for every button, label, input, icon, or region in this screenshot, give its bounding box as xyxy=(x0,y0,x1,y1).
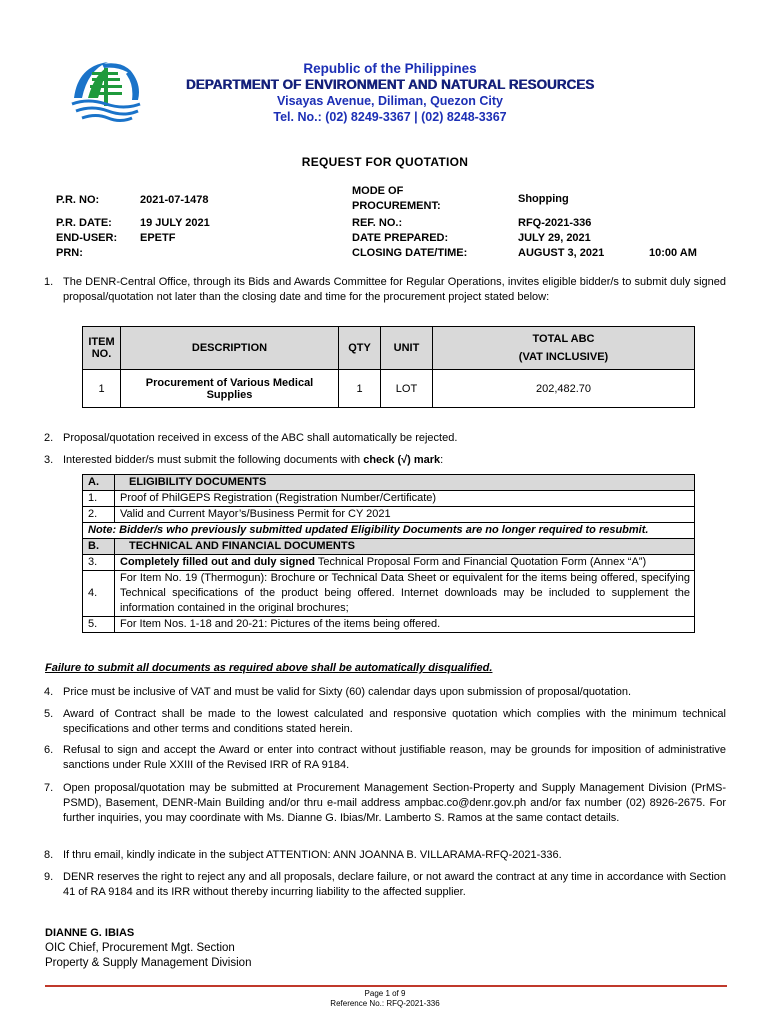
header-republic: Republic of the Philippines xyxy=(303,61,477,76)
paragraph-2 xyxy=(44,431,726,446)
col-total-abc-line2: (VAT INCLUSIVE) xyxy=(518,351,609,363)
pr-no-value: 2021-07-1478 xyxy=(140,194,209,206)
failure-notice: Failure to submit all documents as required above shall be automatically disqualified. xyxy=(45,662,493,674)
end-user-label: END-USER: xyxy=(56,232,118,244)
paragraph-text-c: : xyxy=(440,454,444,466)
doc-text-bold: Completely filled out and duly signed xyxy=(120,556,315,568)
section-a-title: ELIGIBILITY DOCUMENTS xyxy=(115,475,695,491)
mode-value: Shopping xyxy=(518,193,569,205)
signatory-name: DIANNE G. IBIAS xyxy=(45,927,135,939)
paragraph-5 xyxy=(44,707,726,737)
mode-label-line1: MODE OF xyxy=(352,185,404,197)
paragraph-number: 5. xyxy=(44,708,54,720)
header-telephone: Tel. No.: (02) 8249-3367 | (02) 8248-3367 xyxy=(273,110,507,124)
table-row xyxy=(83,617,695,633)
paragraph-text: DENR reserves the right to reject any and all proposals, declare failure, or not award the contract at any time in accordance with Section 41 of RA 9184 and its IRR without thereby incurring liability to the affected supplier. xyxy=(63,871,726,898)
ref-value: RFQ-2021-336 xyxy=(518,217,592,229)
paragraph-4 xyxy=(44,685,726,700)
table-row xyxy=(83,491,695,507)
agency-header xyxy=(160,61,620,125)
documents-table xyxy=(82,474,695,633)
footer-reference: Reference No.: RFQ-2021-336 xyxy=(330,999,440,1008)
doc-number: 1. xyxy=(83,491,115,507)
doc-number: 5. xyxy=(83,617,115,633)
col-item-no: ITEM NO. xyxy=(83,327,121,370)
paragraph-7 xyxy=(44,781,726,826)
signatory-position: OIC Chief, Procurement Mgt. Section xyxy=(45,942,235,954)
paragraph-text: If thru email, kindly indicate in the subject ATTENTION: ANN JOANNA B. VILLARAMA-RFQ-2021-336. xyxy=(63,849,562,861)
col-description: DESCRIPTION xyxy=(121,327,339,370)
paragraph-text: The DENR-Central Office, through its Bids and Awards Committee for Regular Operations, invites eligible bidder/s to submit duly signed proposal/quotation not later than the closing date and time for the procurement project stated below: xyxy=(63,276,726,303)
check-mark-text: check (√) mark xyxy=(363,454,441,466)
paragraph-number: 7. xyxy=(44,782,54,794)
col-total-abc-line1: TOTAL ABC xyxy=(532,333,595,345)
doc-text: For Item No. 19 (Thermogun): Brochure or Technical Data Sheet or equivalent for the items being offered, specifying Technical specifications of the product being offered. Internet downloads may be included to supplement the information contained in the original brochures; xyxy=(115,571,695,617)
col-unit: UNIT xyxy=(381,327,433,370)
date-prepared-label: DATE PREPARED: xyxy=(352,232,449,244)
footer-page-number: Page 1 of 9 xyxy=(364,989,406,998)
section-a-row xyxy=(83,475,695,491)
doc-text: For Item Nos. 1-18 and 20-21: Pictures of the items being offered. xyxy=(115,617,695,633)
denr-logo xyxy=(68,58,144,124)
table-row xyxy=(83,571,695,617)
paragraph-number: 2. xyxy=(44,432,54,444)
paragraph-number: 9. xyxy=(44,871,54,883)
paragraph-8 xyxy=(44,848,726,863)
note-row xyxy=(83,523,695,539)
document-title: REQUEST FOR QUOTATION xyxy=(301,155,469,169)
section-b-label: B. xyxy=(83,539,115,555)
doc-text: Valid and Current Mayor’s/Business Permit for CY 2021 xyxy=(115,507,695,523)
paragraph-6 xyxy=(44,743,726,773)
doc-number: 2. xyxy=(83,507,115,523)
paragraph-text: Price must be inclusive of VAT and must be valid for Sixty (60) calendar days upon submission of proposal/quotation. xyxy=(63,686,632,698)
mode-label-line2: PROCUREMENT: xyxy=(352,200,441,212)
paragraph-3 xyxy=(44,453,726,468)
ref-label: REF. NO.: xyxy=(352,217,403,229)
paragraph-number: 6. xyxy=(44,744,54,756)
table-row xyxy=(83,507,695,523)
table-row xyxy=(83,555,695,571)
cell-qty: 1 xyxy=(339,370,381,408)
doc-text-rest: Technical Proposal Form and Financial Quotation Form (Annex “A”) xyxy=(314,556,647,568)
cell-unit: LOT xyxy=(381,370,433,408)
doc-number: 3. xyxy=(83,555,115,571)
pr-date-label: P.R. DATE: xyxy=(56,217,112,229)
section-b-row xyxy=(83,539,695,555)
prn-label: PRN: xyxy=(56,247,83,259)
col-qty: QTY xyxy=(339,327,381,370)
closing-date-value: AUGUST 3, 2021 xyxy=(518,247,605,259)
pr-no-label: P.R. NO: xyxy=(56,194,100,206)
paragraph-number: 4. xyxy=(44,686,54,698)
pr-date-value: 19 JULY 2021 xyxy=(140,217,210,229)
signatory-division: Property & Supply Management Division xyxy=(45,957,252,969)
paragraph-number: 1. xyxy=(44,276,54,288)
table-row xyxy=(83,370,695,408)
header-department: DEPARTMENT OF ENVIRONMENT AND NATURAL RESOURCES xyxy=(185,77,595,92)
end-user-value: EPETF xyxy=(140,232,176,244)
date-prepared-value: JULY 29, 2021 xyxy=(518,232,591,244)
closing-label: CLOSING DATE/TIME: xyxy=(352,247,468,259)
cell-description: Procurement of Various Medical Supplies xyxy=(121,370,339,408)
paragraph-text: Proposal/quotation received in excess of the ABC shall automatically be rejected. xyxy=(63,432,458,444)
paragraph-text: Refusal to sign and accept the Award or enter into contract without justifiable reason, may be grounds for imposition of administrative sanctions under Rule XXIII of the Revised IRR of RA 9184. xyxy=(63,744,726,771)
paragraph-text: Open proposal/quotation may be submitted at Procurement Management Section-Property and Supply Management Division (PrMS-PSMD), Basement, DENR-Main Building and/or thru e-mail address ampbac.co@denr.gov.ph and/or fax number (02) 8926-2675. For further inquiries, you may coordinate with Ms. Dianne G. Ibias/Mr. Lamberto S. Ramos at the same contact details. xyxy=(63,782,726,824)
paragraph-text xyxy=(44,453,726,468)
cell-item-no: 1 xyxy=(83,370,121,408)
footer-rule xyxy=(45,985,727,987)
paragraph-text: Award of Contract shall be made to the lowest calculated and responsive quotation which complies with the minimum technical specifications and other terms and conditions stated herein. xyxy=(63,708,726,735)
paragraph-9 xyxy=(44,870,726,900)
items-table xyxy=(82,326,695,408)
items-table-header xyxy=(83,327,695,370)
paragraph-number: 3. xyxy=(44,454,54,466)
section-b-title: TECHNICAL AND FINANCIAL DOCUMENTS xyxy=(115,539,695,555)
doc-text: Proof of PhilGEPS Registration (Registration Number/Certificate) xyxy=(115,491,695,507)
doc-text xyxy=(115,555,695,571)
doc-number: 4. xyxy=(83,571,115,617)
closing-time-value: 10:00 AM xyxy=(649,247,697,259)
header-address: Visayas Avenue, Diliman, Quezon City xyxy=(276,94,503,108)
paragraph-1 xyxy=(44,275,726,305)
paragraph-text-a: Interested bidder/s must submit the following documents with xyxy=(63,454,364,466)
col-total-abc xyxy=(433,327,695,370)
cell-total: 202,482.70 xyxy=(433,370,695,408)
paragraph-number: 8. xyxy=(44,849,54,861)
section-a-label: A. xyxy=(83,475,115,491)
note-text: Note: Bidder/s who previously submitted updated Eligibility Documents are no longer required to resubmit. xyxy=(83,523,695,539)
